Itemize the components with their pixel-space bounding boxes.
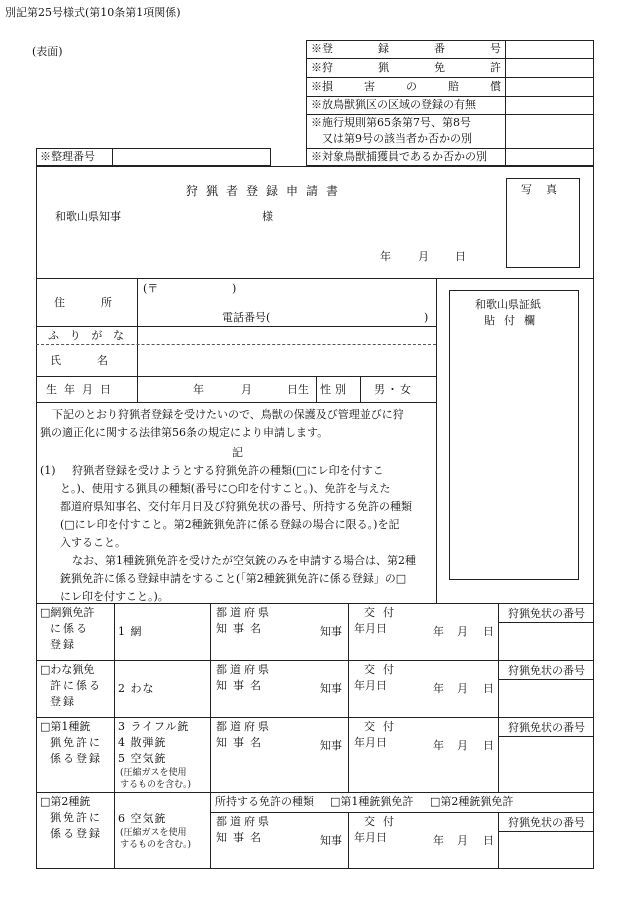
note-2-line-2: 銃猟免許に係る登録申請をすること(「第2種銃猟免許に係る登録」の□: [60, 572, 407, 585]
tool-type-4-1[interactable]: 6 空気銃: [118, 812, 167, 825]
license-type-4-line: 猟免許に: [50, 811, 102, 824]
birthdate-label: 生年月日: [46, 382, 118, 396]
birth-year-label: 年: [193, 382, 204, 396]
chiji-label-2: 知事: [320, 682, 342, 695]
statement-ki: 記: [232, 446, 243, 459]
date-month: 月: [418, 250, 429, 263]
issue-year-4: 年: [433, 834, 444, 847]
note-2-line-1: なお、第1種銃猟免許を受けたが空気銃のみを申請する場合は、第2種: [72, 554, 416, 567]
name-label: 氏名: [50, 353, 144, 367]
statement-line-2: 猟の適正化に関する法律第56条の規定により申請します。: [40, 426, 329, 439]
tool-note-3: (圧縮ガスを使用: [120, 768, 187, 778]
name-input[interactable]: [139, 346, 434, 375]
tool-note-3: するものを含む。): [120, 780, 192, 790]
license-type-1-line: 登録: [50, 638, 76, 651]
pref-label-4: 都道府県: [216, 815, 272, 828]
tool-type-3-3[interactable]: 5 空気銃: [118, 752, 167, 765]
tool-note-4: (圧縮ガスを使用: [120, 828, 187, 838]
note-1-number: (1): [40, 464, 56, 477]
address-label: 住所: [54, 296, 148, 309]
birth-month-label: 月: [241, 382, 252, 396]
official-registration-number: ※登 録 番 号: [311, 42, 501, 56]
revenue-stamp-label-1: 和歌山県証紙: [475, 298, 541, 311]
date-day: 日: [455, 250, 466, 263]
possessed-license-label: 所持する免許の種類: [215, 795, 314, 809]
official-released-area: ※放鳥獣猟区の区域の登録の有無: [311, 98, 476, 112]
chiji-label-4: 知事: [320, 834, 342, 847]
address-input[interactable]: [140, 296, 432, 310]
form-title: 狩猟者登録申請書: [186, 184, 347, 198]
pref-label-3: 都道府県: [216, 720, 272, 733]
issue-label-4: 交付: [364, 815, 402, 828]
issue-year-2: 年: [433, 682, 444, 695]
addressee-sama: 様: [262, 210, 273, 223]
furigana-label-char: な: [112, 328, 124, 342]
tool-type-2-1[interactable]: 2 わな: [118, 682, 155, 695]
issue-day-4: 日: [483, 834, 494, 847]
note-2-line-3: にレ印を付すこと。)。: [60, 590, 169, 603]
addressee: 和歌山県知事: [55, 210, 121, 223]
form-number: 別記第25号様式(第10条第1項関係): [5, 6, 181, 19]
license-number-input-4[interactable]: [500, 833, 592, 868]
issue-label-4-b: 年月日: [354, 831, 387, 844]
license-number-input-3[interactable]: [500, 738, 592, 791]
note-1-line-1: 狩猟者登録を受けようとする狩猟免許の種類(□にレ印を付すこ: [72, 464, 384, 477]
license-type-2-line[interactable]: □わな猟免: [40, 663, 95, 676]
license-type-1-line: に係る: [50, 622, 89, 635]
birth-day-label: 日生: [287, 382, 309, 396]
gender-label: 性別: [320, 382, 350, 396]
furigana-label-char: ふ: [48, 328, 59, 342]
tool-type-3-2[interactable]: 4 散弾銃: [118, 736, 167, 749]
official-rule-article-cont: 又は第9号の該当者か否かの別: [322, 132, 472, 145]
chiji-label-1: 知事: [320, 625, 342, 638]
license-type-3-line: 猟免許に: [50, 736, 102, 749]
note-1-line-3: 都道府県知事名、交付年月日及び狩猟免状の番号、所持する免許の種類: [60, 500, 412, 513]
revenue-stamp-label-2: 貼付欄: [484, 314, 544, 327]
issue-month-4: 月: [457, 834, 468, 847]
pref-label-4-b: 知事名: [216, 831, 267, 844]
license-number-input-1[interactable]: [500, 624, 592, 659]
issue-label-3-b: 年月日: [354, 736, 387, 749]
phone-label: 電話番号(: [222, 311, 271, 324]
issue-day-3: 日: [483, 739, 494, 752]
pref-label-2: 都道府県: [216, 663, 272, 676]
seiri-number-label: ※整理番号: [40, 150, 95, 164]
form-side-label: (表面): [32, 45, 63, 58]
issue-month-3: 月: [457, 739, 468, 752]
chiji-label-3: 知事: [320, 739, 342, 752]
note-1-line-5: 入すること。: [60, 536, 126, 549]
pref-label-2-b: 知事名: [216, 679, 267, 692]
license-type-4-line[interactable]: □第2種銃: [40, 795, 91, 808]
seiri-number-input[interactable]: [113, 149, 270, 165]
issue-label-1: 交付: [364, 606, 402, 619]
pref-label-1-b: 知事名: [216, 622, 267, 635]
issue-day-1: 日: [483, 625, 494, 638]
pref-label-1: 都道府県: [216, 606, 272, 619]
postal-open: (〒: [143, 282, 159, 295]
postal-close: ): [232, 282, 237, 295]
official-capture-member: ※対象鳥獣捕獲員であるか否かの別: [311, 150, 487, 164]
license-number-label-4: 狩猟免状の番号: [508, 816, 585, 829]
license-type-2-line: 登録: [50, 695, 76, 708]
issue-label-2: 交付: [364, 663, 402, 676]
furigana-label: [48, 327, 124, 344]
furigana-label-char: り: [69, 328, 81, 342]
license-type-2-line: 許に係る: [50, 679, 102, 692]
tool-type-1-1[interactable]: 1 網: [118, 625, 143, 638]
issue-day-2: 日: [483, 682, 494, 695]
note-1-line-2: と。)、使用する猟具の種類(番号に○印を付すこと。)、免許を与えた: [60, 482, 391, 495]
furigana-label-char: が: [91, 328, 103, 342]
license-type-1-line[interactable]: □網猟免許: [40, 606, 95, 619]
possessed-type1-checkbox[interactable]: □第1種銃猟免許: [330, 795, 414, 809]
pref-label-3-b: 知事名: [216, 736, 267, 749]
license-number-label-2: 狩猟免状の番号: [508, 664, 585, 677]
issue-label-2-b: 年月日: [354, 679, 387, 692]
license-number-label-3: 狩猟免状の番号: [508, 721, 585, 734]
official-hunting-license: ※狩 猟 免 許: [311, 60, 501, 74]
issue-label-3: 交付: [364, 720, 402, 733]
phone-close: ): [424, 311, 429, 324]
tool-note-4: するものを含む。): [120, 840, 192, 850]
license-type-4-line: 係る登録: [50, 827, 102, 840]
revenue-stamp-box: [449, 290, 579, 580]
issue-year-1: 年: [433, 625, 444, 638]
possessed-type2-checkbox[interactable]: □第2種銃猟免許: [430, 795, 514, 809]
license-type-3-line: 係る登録: [50, 752, 102, 765]
date-year: 年: [380, 250, 391, 263]
note-1-line-4: (□にレ印を付すこと。第2種銃猟免許に係る登録の場合に限る。)を記: [60, 518, 400, 531]
official-damage-compensation: ※損 害 の 賠 償: [311, 79, 501, 93]
furigana-input[interactable]: [139, 328, 434, 343]
gender-options[interactable]: 男・女: [374, 382, 413, 396]
license-type-3-line[interactable]: □第1種銃: [40, 720, 91, 733]
issue-year-3: 年: [433, 739, 444, 752]
official-rule-article: ※施行規則第65条第7号、第8号: [311, 116, 471, 129]
issue-month-2: 月: [457, 682, 468, 695]
photo-label: 写真: [521, 183, 571, 196]
issue-label-1-b: 年月日: [354, 622, 387, 635]
statement-line-1: 下記のとおり狩猟者登録を受けたいので、鳥獣の保護及び管理並びに狩: [52, 408, 404, 421]
issue-month-1: 月: [457, 625, 468, 638]
license-number-label-1: 狩猟免状の番号: [508, 607, 585, 620]
license-number-input-2[interactable]: [500, 681, 592, 716]
tool-type-3-1[interactable]: 3 ライフル銃: [118, 720, 190, 733]
